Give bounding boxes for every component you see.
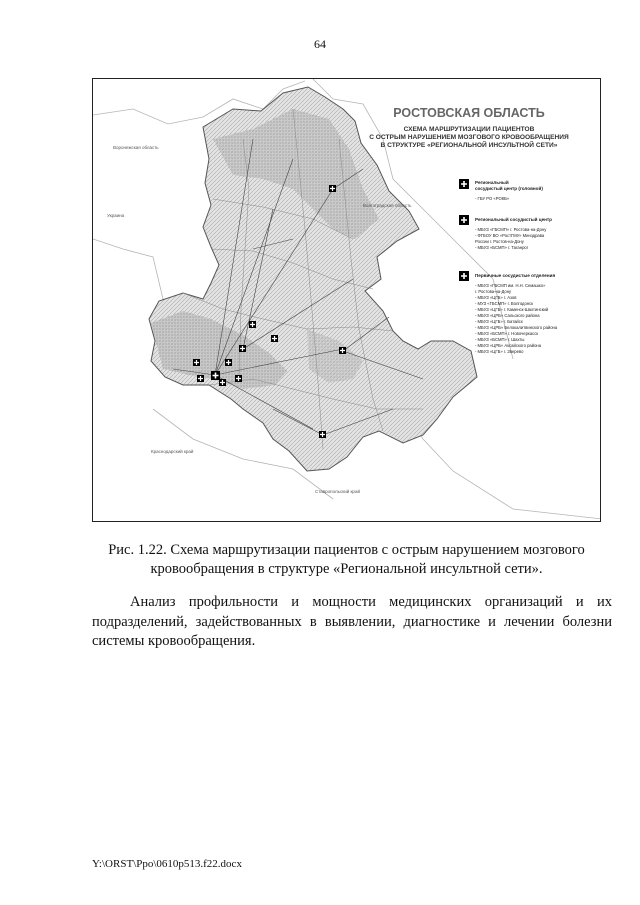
hospital-marker-icon bbox=[339, 347, 346, 354]
svg-text:- МБУЗ «ЦГБ» г. Азов: - МБУЗ «ЦГБ» г. Азов bbox=[475, 295, 517, 300]
body-paragraph: Анализ профильности и мощности медицинских организаций и их подразделений, задействованных в выявлении, диагностике и лечении болезни системы кровообращения. bbox=[92, 594, 612, 649]
svg-text:- МУЗ «ГБСМП» г. Волгодонск: - МУЗ «ГБСМП» г. Волгодонск bbox=[475, 301, 534, 306]
hospital-marker-icon bbox=[329, 185, 336, 192]
svg-text:- МБУЗ «ЦРБ» Сальского района: - МБУЗ «ЦРБ» Сальского района bbox=[475, 313, 540, 318]
map-legend bbox=[459, 179, 558, 354]
hospital-marker-icon bbox=[219, 379, 226, 386]
legend-primary-departments bbox=[459, 271, 558, 354]
svg-text:- МБУЗ «БСМП» г. Таганрог: - МБУЗ «БСМП» г. Таганрог bbox=[475, 245, 529, 250]
svg-text:- ФГБОУ ВО «РостГМУ» Минздрава: - ФГБОУ ВО «РостГМУ» Минздрава bbox=[475, 233, 545, 238]
map-subtitle-line: СХЕМА МАРШРУТИЗАЦИИ ПАЦИЕНТОВ bbox=[403, 126, 535, 133]
hospital-marker-icon bbox=[271, 335, 278, 342]
map-subtitle-line: В СТРУКТУРЕ «РЕГИОНАЛЬНОЙ ИНСУЛЬТНОЙ СЕТИ» bbox=[380, 142, 558, 149]
svg-text:- МБУЗ «ЦРБ» Белокалитвинского: - МБУЗ «ЦРБ» Белокалитвинского района bbox=[475, 325, 558, 330]
svg-text:- МБУЗ «ГБСМП» г. Ростова-на-Д: - МБУЗ «ГБСМП» г. Ростова-на-Дону bbox=[475, 227, 547, 232]
map-subtitle-line: С ОСТРЫМ НАРУШЕНИЕМ МОЗГОВОГО КРОВООБРАЩЕНИЯ bbox=[369, 134, 569, 141]
neighbor-label-stavropol: Ставропольский край bbox=[315, 489, 360, 494]
svg-text:России г. Ростов-на-Дону: России г. Ростов-на-Дону bbox=[475, 239, 524, 244]
svg-text:- ГБУ РО «РОКБ»: - ГБУ РО «РОКБ» bbox=[475, 196, 510, 201]
hospital-marker-icon bbox=[211, 371, 220, 380]
page-number: 64 bbox=[314, 37, 326, 51]
svg-text:- МБУЗ «ЦГБ» г. Зверево: - МБУЗ «ЦГБ» г. Зверево bbox=[475, 349, 524, 354]
cross-square-icon bbox=[459, 215, 469, 225]
svg-text:- МБУЗ «БСМП» г. Шахты: - МБУЗ «БСМП» г. Шахты bbox=[475, 337, 525, 342]
map-canvas bbox=[93, 79, 601, 522]
svg-text:г. Ростова-на-Дону: г. Ростова-на-Дону bbox=[475, 289, 512, 294]
svg-text:сосудистый центр (головной): сосудистый центр (головной) bbox=[475, 186, 543, 191]
neighbor-label-ukraine: Украина bbox=[107, 213, 125, 218]
map-title: РОСТОВСКАЯ ОБЛАСТЬ bbox=[393, 106, 545, 120]
svg-text:- МБУЗ «ЦРБ» Аксайского района: - МБУЗ «ЦРБ» Аксайского района bbox=[475, 343, 542, 348]
hospital-marker-icon bbox=[235, 375, 242, 382]
hospital-marker-icon bbox=[197, 375, 204, 382]
hospital-marker-icon bbox=[225, 359, 232, 366]
svg-text:- МБУЗ «ЦГБ» г. Каменск-Шахтин: - МБУЗ «ЦГБ» г. Каменск-Шахтинский bbox=[475, 307, 549, 312]
neighbor-label-volgograd: Волгоградская область bbox=[363, 203, 412, 208]
hospital-marker-icon bbox=[249, 321, 256, 328]
figure-caption: Рис. 1.22. Схема маршрутизации пациентов с острым нарушением мозгового кровообращения в структуре «Региональной инсультной сети». bbox=[108, 542, 585, 577]
legend-regional-centers bbox=[459, 215, 552, 250]
svg-text:- МБУЗ «ГБСМП им. Н.Н. Семашко: - МБУЗ «ГБСМП им. Н.Н. Семашко» bbox=[475, 283, 546, 288]
cross-square-icon bbox=[459, 271, 469, 281]
file-path-footer: Y:\ORST\Ppo\0610p513.f22.docx bbox=[92, 858, 242, 870]
svg-text:Региональный: Региональный bbox=[475, 180, 509, 185]
hospital-marker-icon bbox=[239, 345, 246, 352]
neighbor-label-voronezh: Воронежская область bbox=[113, 145, 159, 150]
cross-square-icon bbox=[459, 179, 469, 189]
svg-text:- МБУЗ «ЦГБ» г. Батайск: - МБУЗ «ЦГБ» г. Батайск bbox=[475, 319, 523, 324]
svg-text:- МБУЗ «БСМП» г. Новочеркасск: - МБУЗ «БСМП» г. Новочеркасск bbox=[475, 331, 539, 336]
routing-map-figure bbox=[92, 78, 601, 522]
svg-text:Региональный сосудистый центр: Региональный сосудистый центр bbox=[475, 217, 552, 222]
legend-head-center bbox=[459, 179, 543, 201]
svg-text:Первичные сосудистые отделения: Первичные сосудистые отделения bbox=[475, 273, 556, 278]
hospital-marker-icon bbox=[319, 431, 326, 438]
hospital-marker-icon bbox=[193, 359, 200, 366]
neighbor-label-krasnodar: Краснодарский край bbox=[151, 449, 194, 454]
